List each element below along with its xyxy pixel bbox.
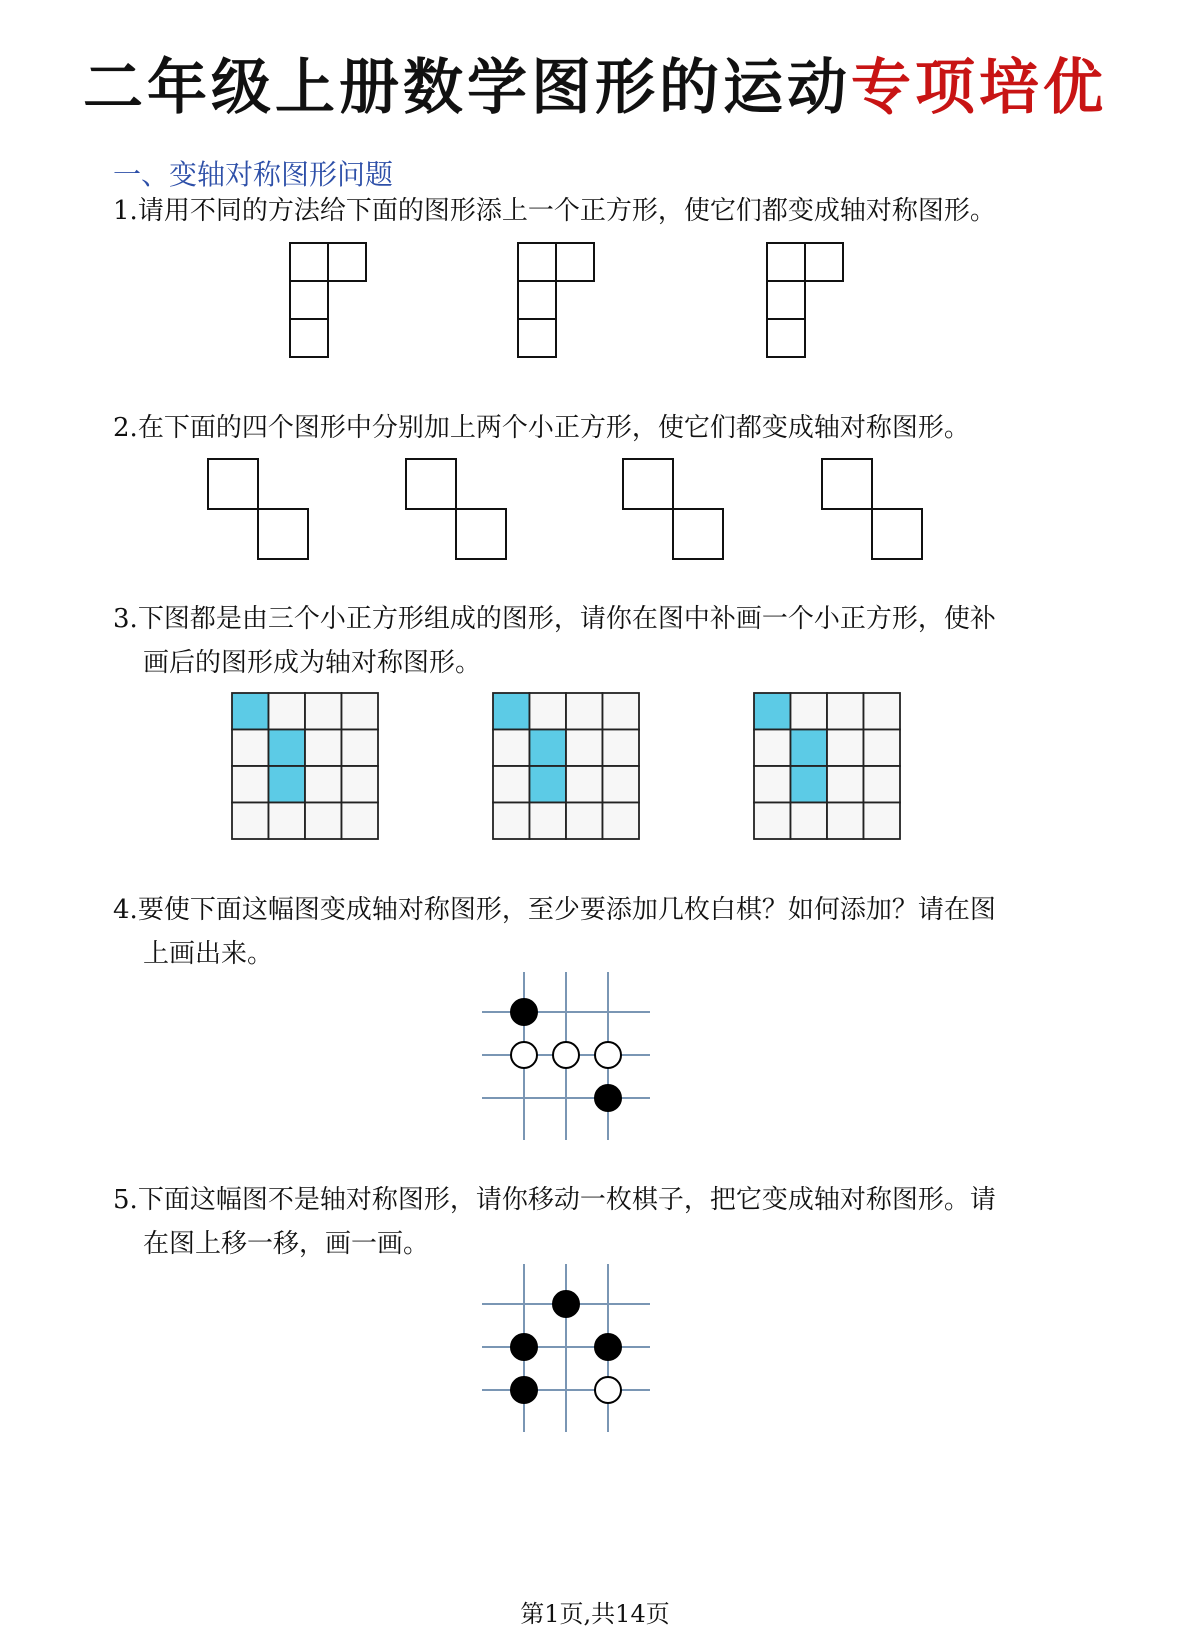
q4-go-board <box>490 970 710 1160</box>
square-cell <box>208 459 258 509</box>
square-cell <box>767 319 805 357</box>
question-text-continued: 在图上移一移，画一画。 <box>143 1229 430 1259</box>
square-cell <box>456 509 506 559</box>
square-cell <box>556 243 594 281</box>
question-number: 1. <box>113 196 138 226</box>
filled-cell <box>493 693 530 730</box>
filled-cell <box>530 730 567 767</box>
question-number: 3. <box>113 604 138 634</box>
square-cell <box>518 243 556 281</box>
grid-cell <box>305 803 342 840</box>
square-grid <box>754 693 900 839</box>
page-title <box>0 40 1190 126</box>
white-stone <box>595 1042 621 1068</box>
grid-cell <box>603 693 640 730</box>
question-3 <box>113 597 996 685</box>
grid-cell <box>530 803 567 840</box>
question-text: 请用不同的方法给下面的图形添上一个正方形，使它们都变成轴对称图形。 <box>137 196 996 226</box>
question-number: 4. <box>113 895 138 925</box>
square-cell <box>258 509 308 559</box>
square-cell <box>673 509 723 559</box>
grid-cell <box>864 730 901 767</box>
white-stone <box>511 1042 537 1068</box>
page-footer: 第1页,共14页 <box>520 1600 670 1628</box>
grid-cell <box>864 693 901 730</box>
question-text: 下图都是由三个小正方形组成的图形，请你在图中补画一个小正方形，使补 <box>137 604 996 634</box>
square-grid <box>232 693 378 839</box>
white-stone <box>595 1377 621 1403</box>
question-number: 5. <box>113 1185 138 1215</box>
title-accent: 专项培优 <box>851 53 1107 123</box>
filled-cell <box>530 766 567 803</box>
board-lines <box>482 1264 650 1432</box>
grid-cell <box>493 803 530 840</box>
grid-cell <box>754 766 791 803</box>
square-cell <box>767 243 805 281</box>
grid-cell <box>342 730 379 767</box>
black-stone <box>595 1334 621 1360</box>
square-grid <box>493 693 639 839</box>
square-cell <box>518 281 556 319</box>
question-5 <box>113 1178 996 1266</box>
square-cell <box>822 459 872 509</box>
square-cell <box>623 459 673 509</box>
question-2 <box>113 406 970 450</box>
grid-cell <box>269 803 306 840</box>
grid-cell <box>603 766 640 803</box>
square-cell <box>805 243 843 281</box>
question-text: 在下面的四个图形中分别加上两个小正方形，使它们都变成轴对称图形。 <box>137 413 970 443</box>
grid-cell <box>566 693 603 730</box>
filled-cell <box>791 766 828 803</box>
grid-cell <box>342 693 379 730</box>
diagonal-squares-figure <box>406 459 506 559</box>
grid-cell <box>232 803 269 840</box>
black-stone <box>511 999 537 1025</box>
question-text-continued: 上画出来。 <box>143 939 274 969</box>
grid-cell <box>342 766 379 803</box>
square-cell <box>290 319 328 357</box>
diagonal-squares-figure <box>208 459 308 559</box>
grid-cell <box>827 730 864 767</box>
q1-figures <box>0 240 1190 370</box>
filled-cell <box>269 730 306 767</box>
grid-cell <box>827 803 864 840</box>
grid-cell <box>791 693 828 730</box>
grid-cell <box>232 730 269 767</box>
square-cell <box>518 319 556 357</box>
l-shape-figure <box>518 243 594 357</box>
question-4 <box>113 888 996 976</box>
grid-cell <box>827 693 864 730</box>
grid-cell <box>530 693 567 730</box>
square-cell <box>872 509 922 559</box>
grid-cell <box>305 693 342 730</box>
grid-cell <box>493 730 530 767</box>
diagonal-squares-figure <box>623 459 723 559</box>
question-1 <box>113 189 996 233</box>
section-heading: 一、变轴对称图形问题 <box>113 158 394 191</box>
question-number: 2. <box>113 413 138 443</box>
diagonal-squares-figure <box>822 459 922 559</box>
grid-cell <box>754 730 791 767</box>
square-cell <box>406 459 456 509</box>
grid-cell <box>791 803 828 840</box>
grid-cell <box>305 766 342 803</box>
square-cell <box>290 281 328 319</box>
grid-cell <box>754 803 791 840</box>
black-stone <box>553 1291 579 1317</box>
grid-cell <box>232 766 269 803</box>
grid-cell <box>603 730 640 767</box>
question-text: 下面这幅图不是轴对称图形，请你移动一枚棋子，把它变成轴对称图形。请 <box>137 1185 996 1215</box>
grid-cell <box>603 803 640 840</box>
black-stone <box>511 1334 537 1360</box>
grid-cell <box>342 803 379 840</box>
q5-go-board <box>490 1262 710 1452</box>
q3-grid-figures <box>0 690 1190 850</box>
filled-cell <box>791 730 828 767</box>
grid-cell <box>566 803 603 840</box>
title-main: 二年级上册数学图形的运动 <box>83 53 851 123</box>
white-stone <box>553 1042 579 1068</box>
filled-cell <box>269 766 306 803</box>
grid-cell <box>864 803 901 840</box>
black-stone <box>595 1085 621 1111</box>
grid-cell <box>864 766 901 803</box>
question-text: 要使下面这幅图变成轴对称图形，至少要添加几枚白棋？如何添加？请在图 <box>137 895 996 925</box>
grid-cell <box>269 693 306 730</box>
filled-cell <box>232 693 269 730</box>
l-shape-figure <box>290 243 366 357</box>
black-stone <box>511 1377 537 1403</box>
q2-figures <box>0 455 1190 565</box>
grid-cell <box>493 766 530 803</box>
l-shape-figure <box>767 243 843 357</box>
square-cell <box>767 281 805 319</box>
grid-cell <box>566 766 603 803</box>
square-cell <box>290 243 328 281</box>
grid-cell <box>827 766 864 803</box>
question-text-continued: 画后的图形成为轴对称图形。 <box>143 648 482 678</box>
grid-cell <box>305 730 342 767</box>
square-cell <box>328 243 366 281</box>
filled-cell <box>754 693 791 730</box>
grid-cell <box>566 730 603 767</box>
